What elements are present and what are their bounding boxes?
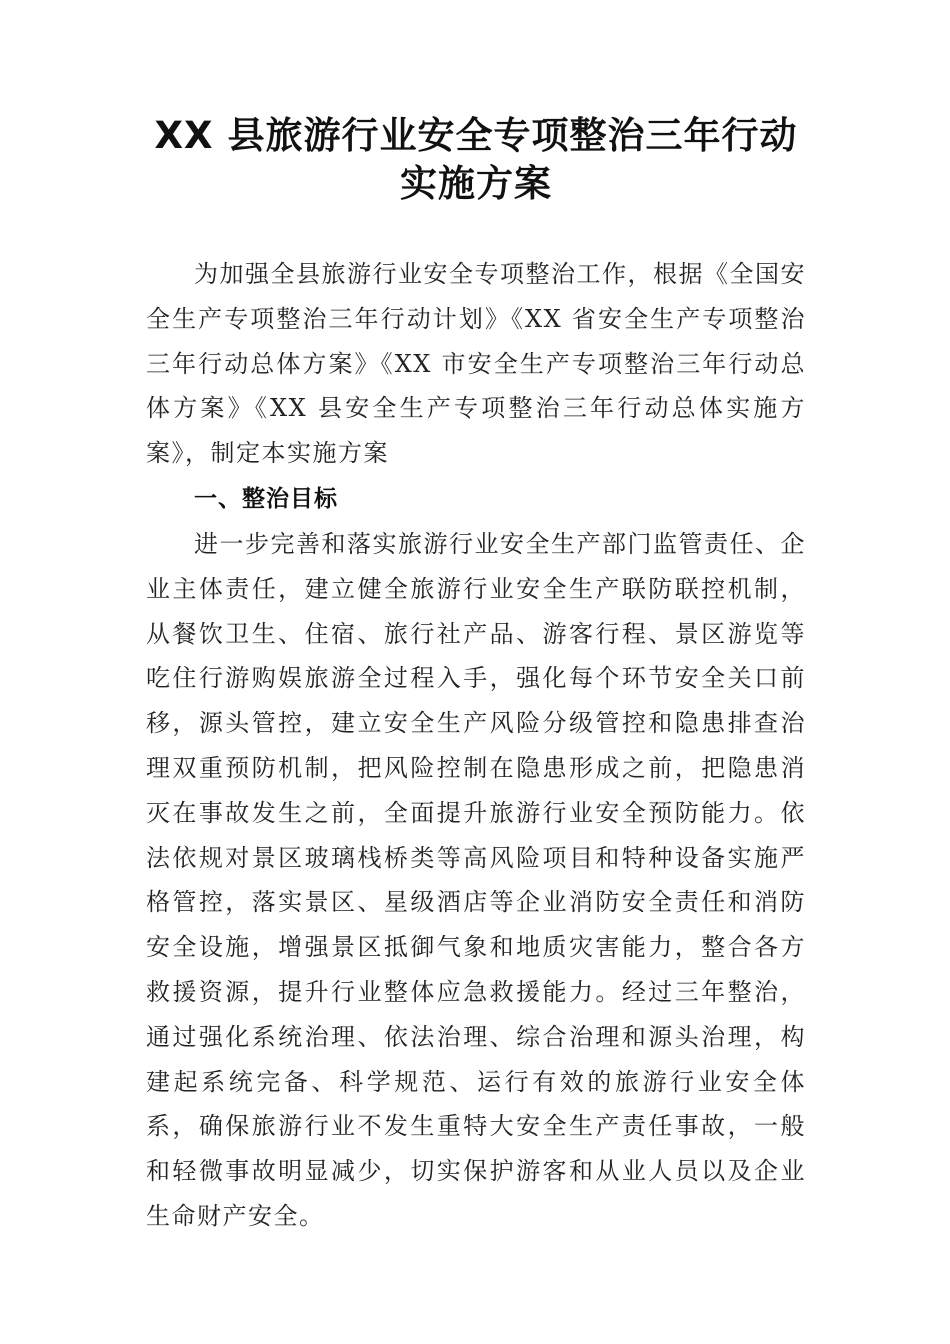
document-title: XX 县旅游行业安全专项整治三年行动实施方案 [154,114,798,205]
intro-paragraph: 为加强全县旅游行业安全专项整治工作，根据《全国安全生产专项整治三年行动计划》《XX 省安全生产专项整治三年行动总体方案》《XX 市安全生产专项整治三年行动总体方案》《XX 县安全生产专项整治三年行动总体实施方案》，制定本实施方案 [146,260,806,468]
section-heading-goals: 一、整治目标 [194,486,338,512]
section-paragraph-goals: 进一步完善和落实旅游行业安全生产部门监管责任、企业主体责任，建立健全旅游行业安全生产联防联控机制，从餐饮卫生、住宿、旅行社产品、游客行程、景区游览等吃住行游购娱旅游全过程入手，强化每个环节安全关口前移，源头管控，建立安全生产风险分级管控和隐患排查治理双重预防机制，把风险控制在隐患形成之前，把隐患消灭在事故发生之前，全面提升旅游行业安全预防能力。依法依规对景区玻璃栈桥类等高风险项目和特种设备实施严格管控，落实景区、星级酒店等企业消防安全责任和消防安全设施，增强景区抵御气象和地质灾害能力，整合各方救援资源，提升行业整体应急救援能力。经过三年整治，通过强化系统治理、依法治理、综合治理和源头治理，构建起系统完备、科学规范、运行有效的旅游行业安全体系，确保旅游行业不发生重特大安全生产责任事故，一般和轻微事故明显减少，切实保护游客和从业人员以及企业生命财产安全。 [146,530,806,1230]
